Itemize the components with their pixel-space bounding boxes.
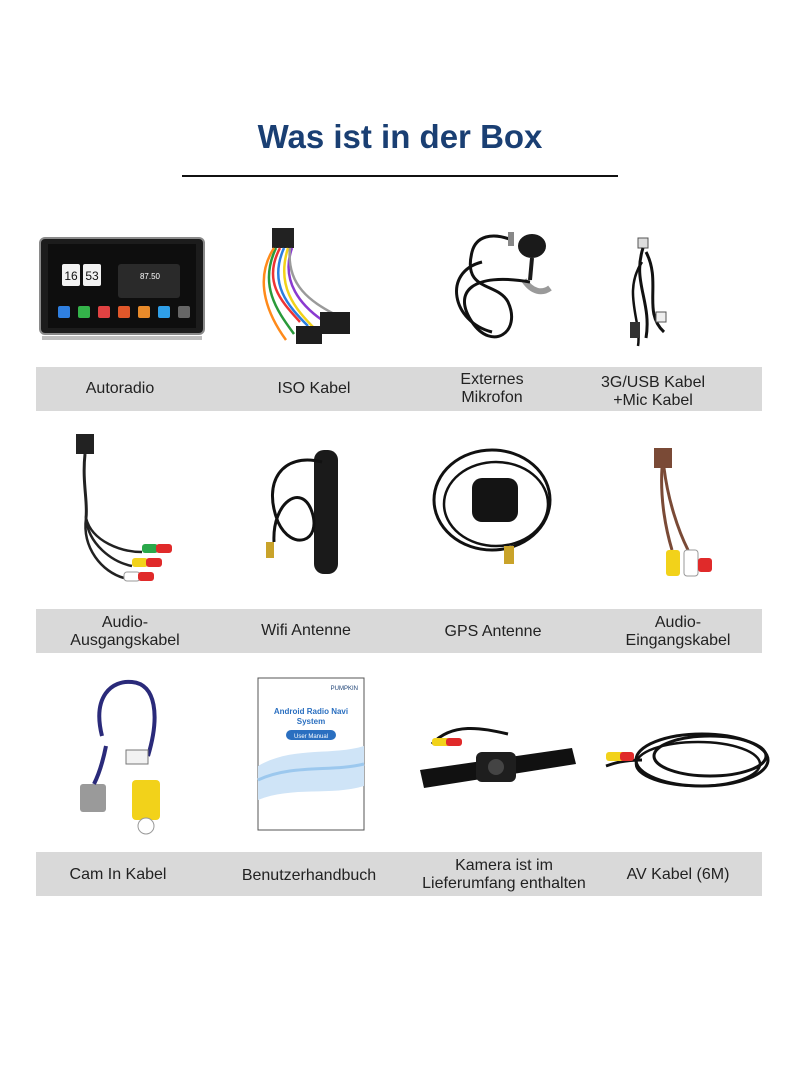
iso-cable-image [222, 222, 412, 362]
gps-antenna-image [412, 438, 602, 578]
car-radio-image [32, 222, 222, 362]
cam-in-cable-image [32, 676, 222, 816]
item-label-microphone: Externes Mikrofon [460, 371, 524, 406]
rear-camera-image [412, 692, 602, 832]
item-label-autoradio: Autoradio [85, 380, 155, 397]
wifi-antenna-image [222, 442, 412, 582]
radio-frequency: 87.50 [139, 272, 161, 281]
title-divider [182, 175, 618, 177]
item-label-audio-output: Audio- Ausgangskabel [70, 614, 180, 649]
item-label-iso-cable: ISO Kabel [277, 380, 351, 397]
item-label-wifi-antenna: Wifi Antenne [261, 622, 351, 639]
manual-title-line2: System [296, 717, 326, 726]
clock-hour: 16 [64, 269, 78, 283]
manual-brand: PUMPKIN [330, 686, 358, 692]
item-label-usb-cable: 3G/USB Kabel +Mic Kabel [600, 374, 706, 409]
manual-title-line1: Android Radio Navi [273, 707, 349, 716]
item-label-av-cable: AV Kabel (6M) [626, 866, 730, 883]
item-label-camera: Kamera ist im Lieferumfang enthalten [422, 857, 586, 892]
av-cable-image [602, 692, 792, 832]
microphone-image [412, 222, 602, 362]
item-label-manual: Benutzerhandbuch [241, 867, 377, 884]
usb-mic-cable-image [602, 222, 792, 362]
audio-output-cable-image [32, 432, 222, 572]
manual-badge: User Manual [293, 734, 329, 740]
audio-input-cable-image [602, 440, 792, 580]
user-manual-image [222, 676, 412, 816]
item-label-audio-input: Audio- Eingangskabel [625, 614, 731, 649]
page-title: Was ist in der Box [257, 118, 543, 155]
item-label-cam-in: Cam In Kabel [69, 866, 167, 883]
clock-minute: 53 [85, 269, 99, 283]
item-label-gps-antenna: GPS Antenne [444, 623, 542, 640]
